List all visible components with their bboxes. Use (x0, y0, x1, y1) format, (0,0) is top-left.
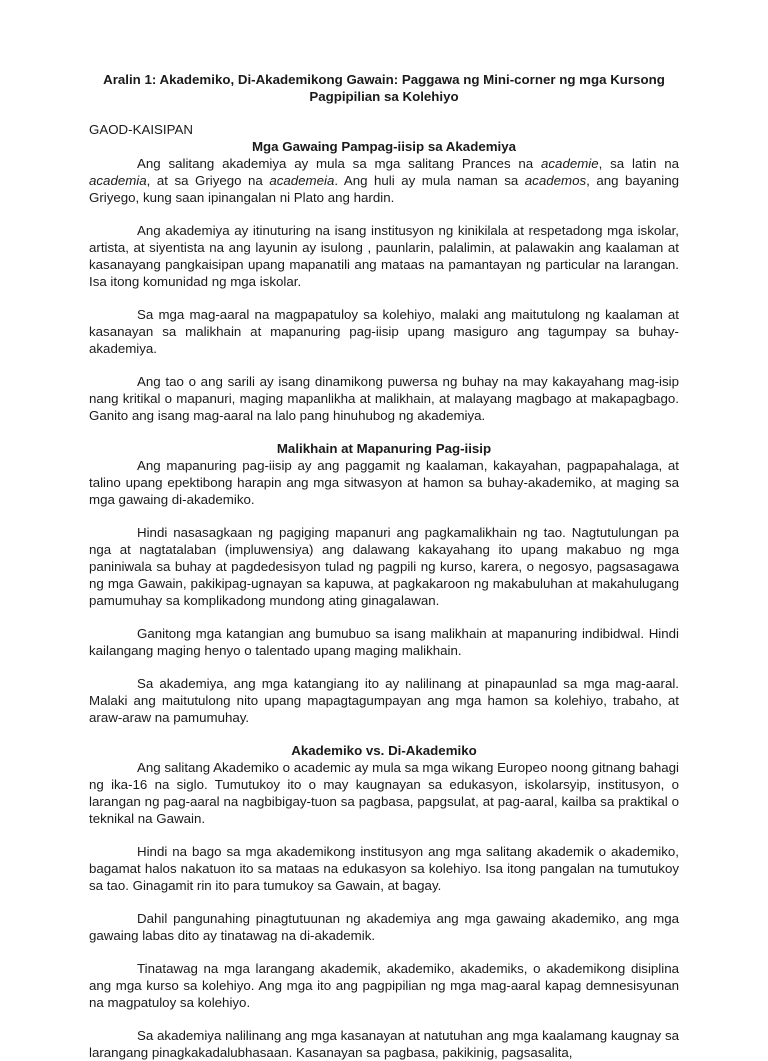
italic-term: academie (541, 156, 599, 171)
body-paragraph (89, 675, 679, 726)
text-run: Sa akademiya nalilinang ang mga kasanayan at natutuhan ang mga kaalamang kaugnay sa larangang pinagkakadalubhasaan. Kasanayan sa pagbasa, pakikinig, pagsasalita, (89, 1028, 679, 1060)
body-paragraph (89, 306, 679, 357)
text-run: Ang mapanuring pag-iisip ay ang paggamit ng kaalaman, kakayahan, pagpapahalaga, at talino upang epektibong harapin ang mga sitwasyon at hamon sa buhay-akademiko, at maging sa mga gawaing di-akademiko. (89, 458, 679, 507)
body-paragraph (89, 155, 679, 206)
section-label: GAOD-KAISIPAN (89, 122, 193, 137)
text-run: Tinatawag na mga larangang akademik, akademiko, akademiks, o akademikong disiplina ang mga kurso sa kolehiyo. Ang mga ito ang pagpipilian ng mga mag-aaral kapag demnesisyunan na magpatuloy sa kolehiyo. (89, 961, 679, 1010)
body-paragraph (89, 457, 679, 508)
text-run: Sa akademiya, ang mga katangiang ito ay nalilinang at pinapaunlad sa mga mag-aaral. Malaki ang maitutulong nito upang mapagtagumpayan ang mga hamon sa kolehiyo, trabaho, at araw-araw na pamumuhay. (89, 676, 679, 725)
text-run: Ang salitang akademiya ay mula sa mga salitang Prances na (137, 156, 541, 171)
italic-term: academeia (269, 173, 335, 188)
document-title: Aralin 1: Akademiko, Di-Akademikong Gawain: Paggawa ng Mini-corner ng mga Kursong Pagpipilian sa Kolehiyo (103, 72, 665, 104)
text-run: Hindi nasasagkaan ng pagiging mapanuri ang pagkamalikhain ng tao. Nagtutulungan pa nga at nagtatalaban (impluwensiya) ang dalawang kakayahang ito upang makabuo ng mga paniniwala sa buhay at pagdedesisyon tulad ng pagpili ng kurso, karera, o negosyo, pagsasagawa ng mga Gawain, pakikipag-ugnayan sa kapuwa, at pagkakaroon ng makabuluhan at makahulugang pamumuhay sa komplikadong mundong ating ginagalawan. (89, 525, 679, 608)
italic-term: academia (89, 173, 147, 188)
text-run: . Ang huli ay mula naman sa (334, 173, 525, 188)
document-body (89, 138, 679, 1061)
body-paragraph (89, 373, 679, 424)
body-paragraph (89, 843, 679, 894)
body-paragraph (89, 222, 679, 290)
body-paragraph (89, 1027, 679, 1061)
text-run: Sa mga mag-aaral na magpapatuloy sa kolehiyo, malaki ang maitutulong ng kaalaman at kasanayan sa malikhain at mapanuring pag-iisip upang masiguro ang tagumpay sa buhay-akademiya. (89, 307, 679, 356)
text-run: , at sa Griyego na (146, 173, 270, 188)
text-run: , sa latin na (598, 156, 679, 171)
body-paragraph (89, 759, 679, 827)
text-run: Ganitong mga katangian ang bumubuo sa isang malikhain at mapanuring indibidwal. Hindi kailangang maging henyo o talentado upang maging malikhain. (89, 626, 679, 658)
section-heading: Akademiko vs. Di-Akademiko (291, 743, 477, 758)
text-run: Ang salitang Akademiko o academic ay mula sa mga wikang Europeo noong gitnang bahagi ng ika-16 na siglo. Tumutukoy ito o may kaugnayan sa edukasyon, iskolarsyip, institusyon, o larangan ng pag-aaral na nagbibigay-tuon sa pagbasa, papgsulat, at pag-aaral, kailba sa praktikal o teknikal na Gawain. (89, 760, 679, 826)
text-run: , ang bayaning Griyego, kung saan ipinangalan ni Plato ang hardin. (89, 173, 679, 205)
body-paragraph (89, 960, 679, 1011)
section-heading: Mga Gawaing Pampag-iisip sa Akademiya (251, 139, 517, 154)
text-run: Dahil pangunahing pinagtutuunan ng akademiya ang mga gawaing akademiko, ang mga gawaing labas dito ay tinatawag na di-akademik. (89, 911, 679, 943)
text-run: Ang akademiya ay itinuturing na isang institusyon ng kinikilala at respetadong mga iskolar, artista, at siyentista na ang layunin ay isulong , paunlarin, palalimin, at palawakin ang kaalaman at kasanayang pangkaisipan upang mapanatili ang mataas na pamantayan ng particular na larangan. Isa itong komunidad ng mga iskolar. (89, 223, 679, 289)
text-run: Ang tao o ang sarili ay isang dinamikong puwersa ng buhay na may kakayahang mag-isip nang kritikal o mapanuri, maging mapanlikha at malikhain, at malayang magbago at makapagbago. Ganito ang isang mag-aaral na lalo pang hinuhubog ng akademiya. (89, 374, 679, 423)
italic-term: academos (524, 173, 587, 188)
body-paragraph (89, 625, 679, 659)
text-run: Hindi na bago sa mga akademikong institusyon ang mga salitang akademik o akademiko, bagamat halos nakatuon ito sa mataas na edukasyon sa kolehiyo. Isa itong pangalan na tumutukoy sa tao. Ginagamit rin ito para tumukoy sa Gawain, at bagay. (89, 844, 679, 893)
section-heading: Malikhain at Mapanuring Pag-iisip (276, 441, 492, 456)
body-paragraph (89, 910, 679, 944)
body-paragraph (89, 524, 679, 609)
